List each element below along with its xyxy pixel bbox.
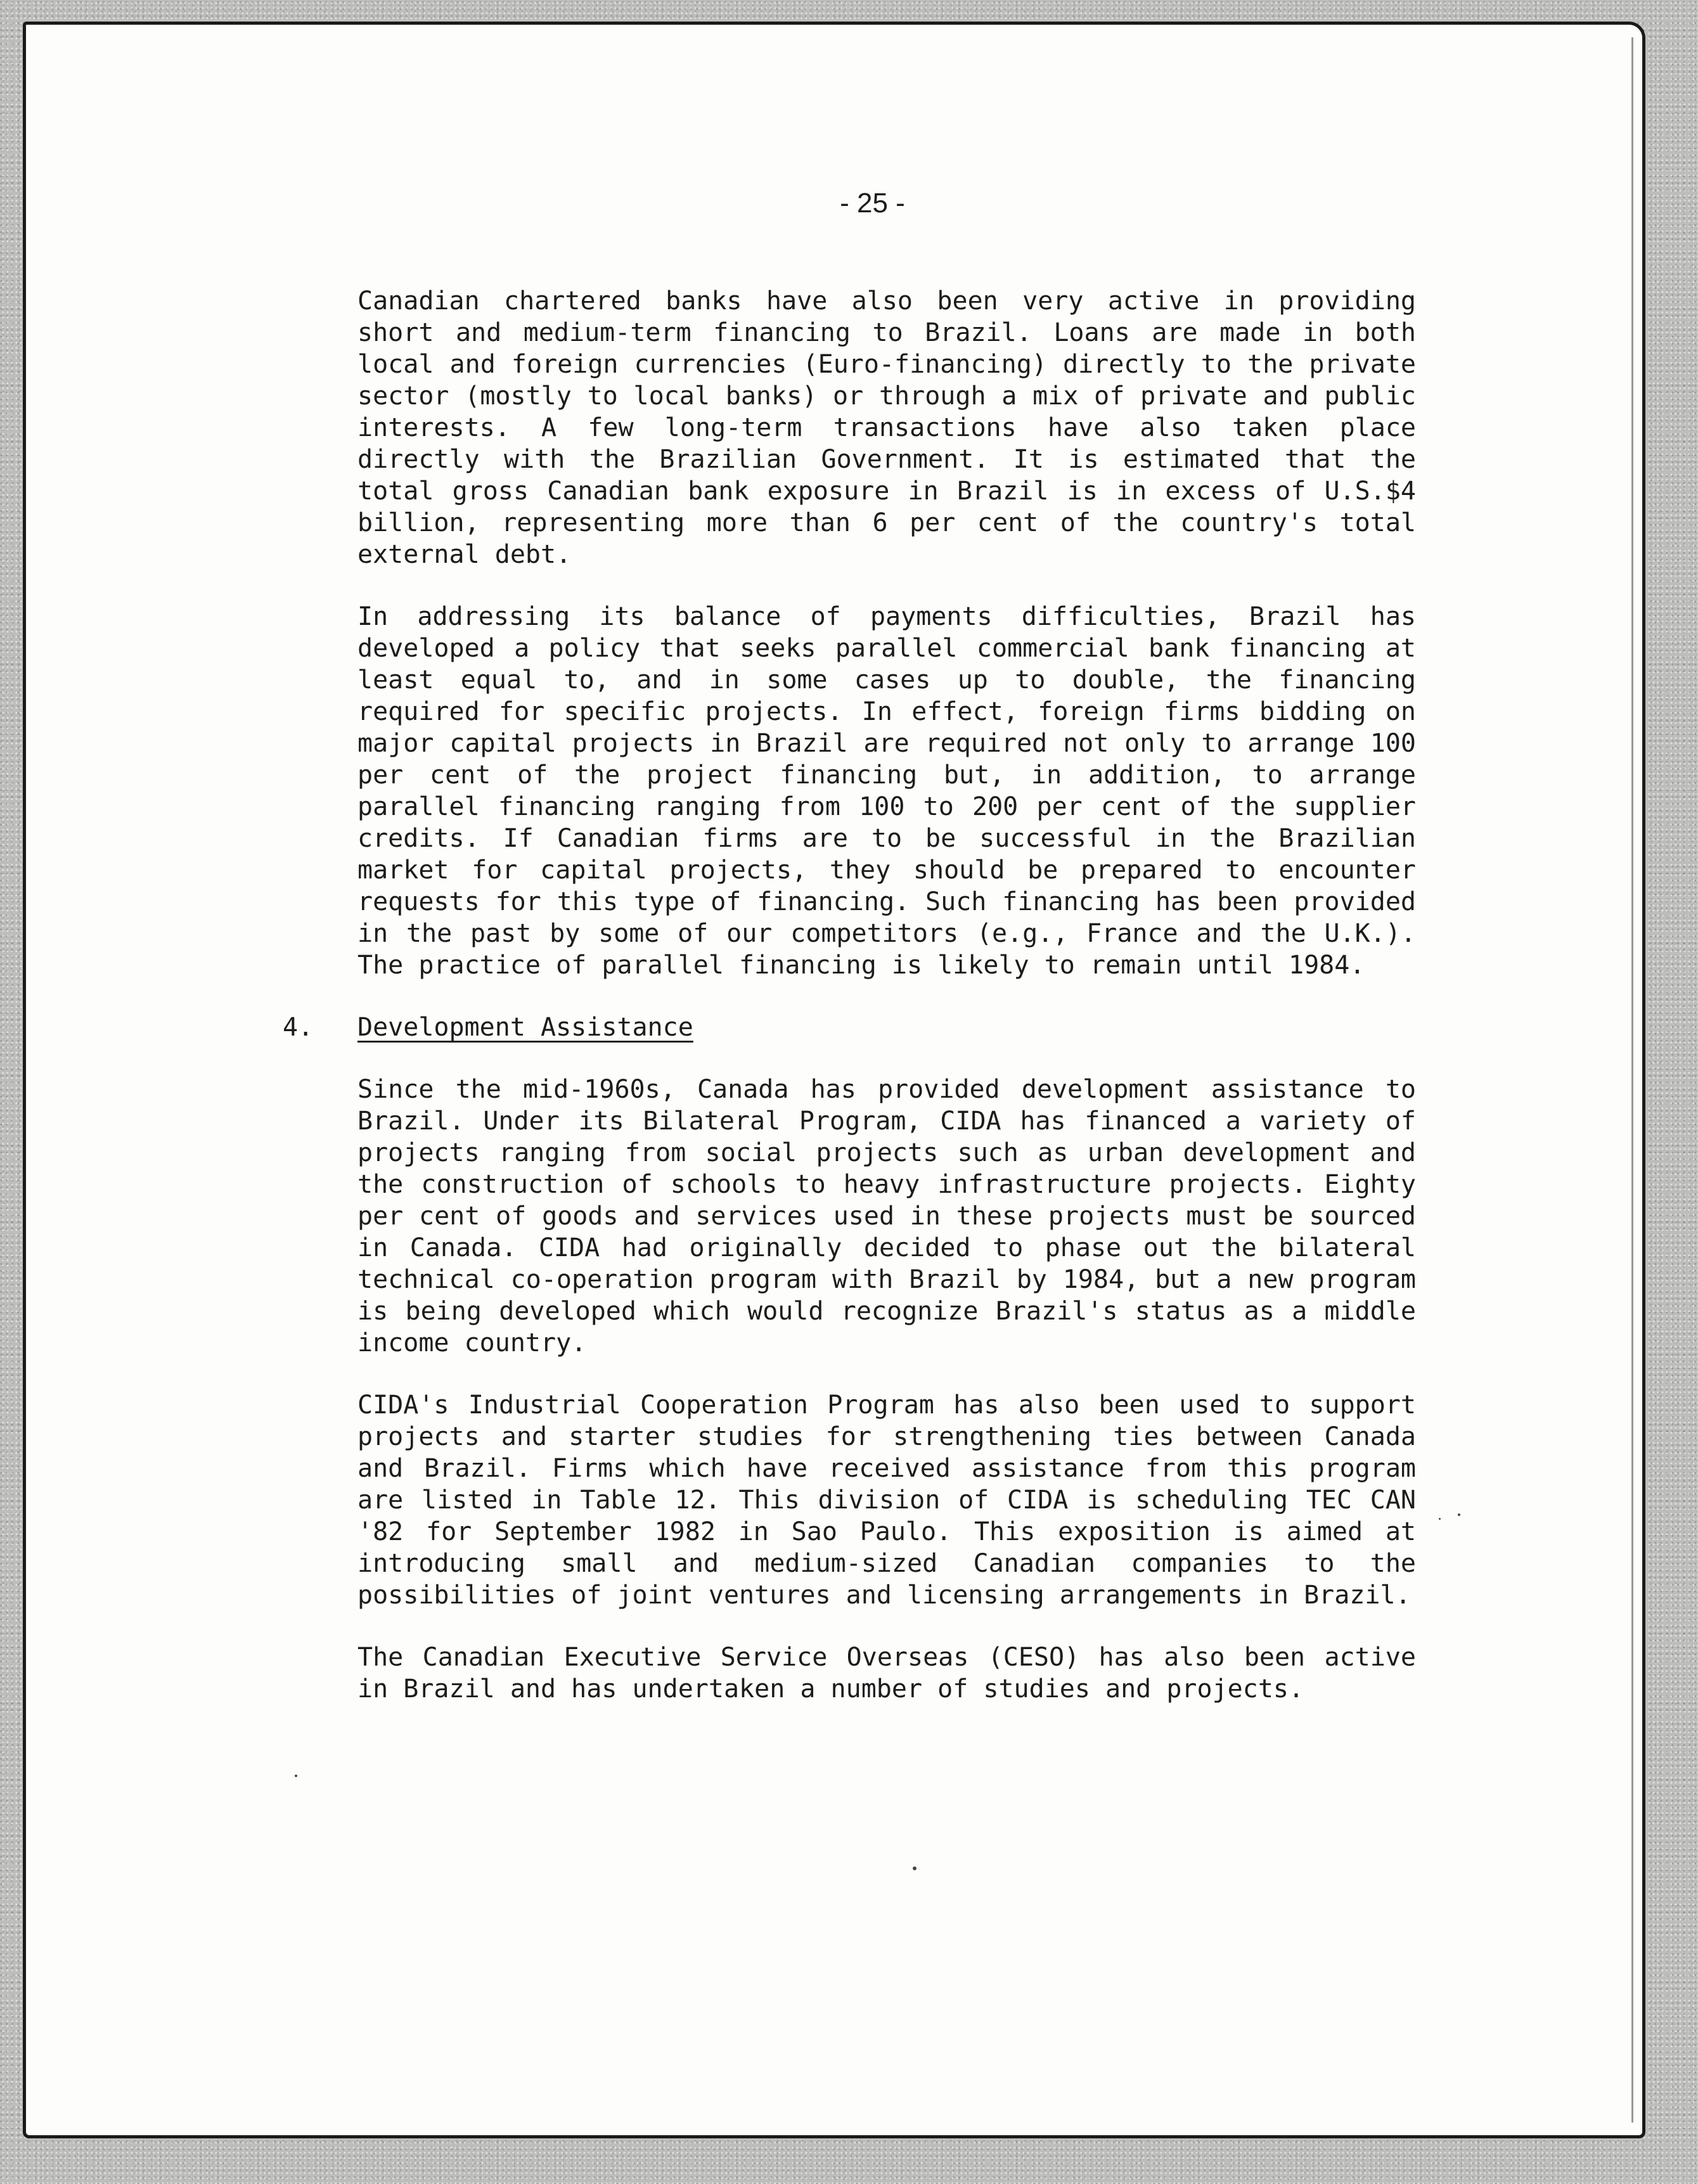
paragraph-ceso: The Canadian Executive Service Overseas (CESO) has also been active in Brazil and has undertaken a number of studies and projects. (357, 1643, 1416, 1704)
paragraph-industrial-cooperation: CIDA's Industrial Cooperation Program has also been used to support projects and starter studies for strengthening ties between Canada and Brazil. Firms which have received assistance from this program are listed in Table 12. This division of CIDA is scheduling TEC CAN '82 for September 1982 in Sao Paulo. This exposition is aimed at introducing small and medium-sized Canadian companies to the possibilities of joint ventures and licensing arrangements in Brazil. (357, 1391, 1416, 1610)
scan-speck (1458, 1513, 1460, 1516)
scan-speck (1439, 1518, 1441, 1520)
section-heading (283, 1012, 1416, 1043)
page-edge-shadow (1631, 37, 1633, 2123)
scan-speck (295, 1775, 297, 1777)
paragraph-cida-bilateral: Since the mid-1960s, Canada has provided development assistance to Brazil. Under its Bilateral Program, CIDA has financed a variety of projects ranging from social projects such as urban development and the construction of schools to heavy infrastructure projects. Eighty per cent of goods and services used in these projects must be sourced in Canada. CIDA had originally decided to phase out the bilateral technical co-operation program with Brazil by 1984, but a new program is being developed which would recognize Brazil's status as a middle income country. (357, 1075, 1416, 1358)
document-body (283, 285, 1416, 1735)
scan-speck (913, 1866, 917, 1870)
paragraph-parallel-financing: In addressing its balance of payments difficulties, Brazil has developed a policy that seeks parallel commercial bank financing at least equal to, and in some cases up to double, the financing required for specific projects. In effect, foreign firms bidding on major capital projects in Brazil are required not only to arrange 100 per cent of the project financing but, in addition, to arrange parallel financing ranging from 100 to 200 per cent of the supplier credits. If Canadian firms are to be successful in the Brazilian market for capital projects, they should be prepared to encounter requests for this type of financing. Such financing has been provided in the past by some of our competitors (e.g., France and the U.K.). The practice of parallel financing is likely to remain until 1984. (357, 602, 1416, 980)
paragraph-bank-financing: Canadian chartered banks have also been very active in providing short and medium-term financing to Brazil. Loans are made in both local and foreign currencies (Euro-financing) directly to the private sector (mostly to local banks) or through a mix of private and public interests. A few long-term transactions have also taken place directly with the Brazilian Government. It is estimated that the total gross Canadian bank exposure in Brazil is in excess of U.S.$4 billion, representing more than 6 per cent of the country's total external debt. (357, 286, 1416, 569)
section-title: Development Assistance (357, 1013, 693, 1042)
section-number: 4. (283, 1013, 314, 1042)
page-number: - 25 - (840, 188, 905, 219)
